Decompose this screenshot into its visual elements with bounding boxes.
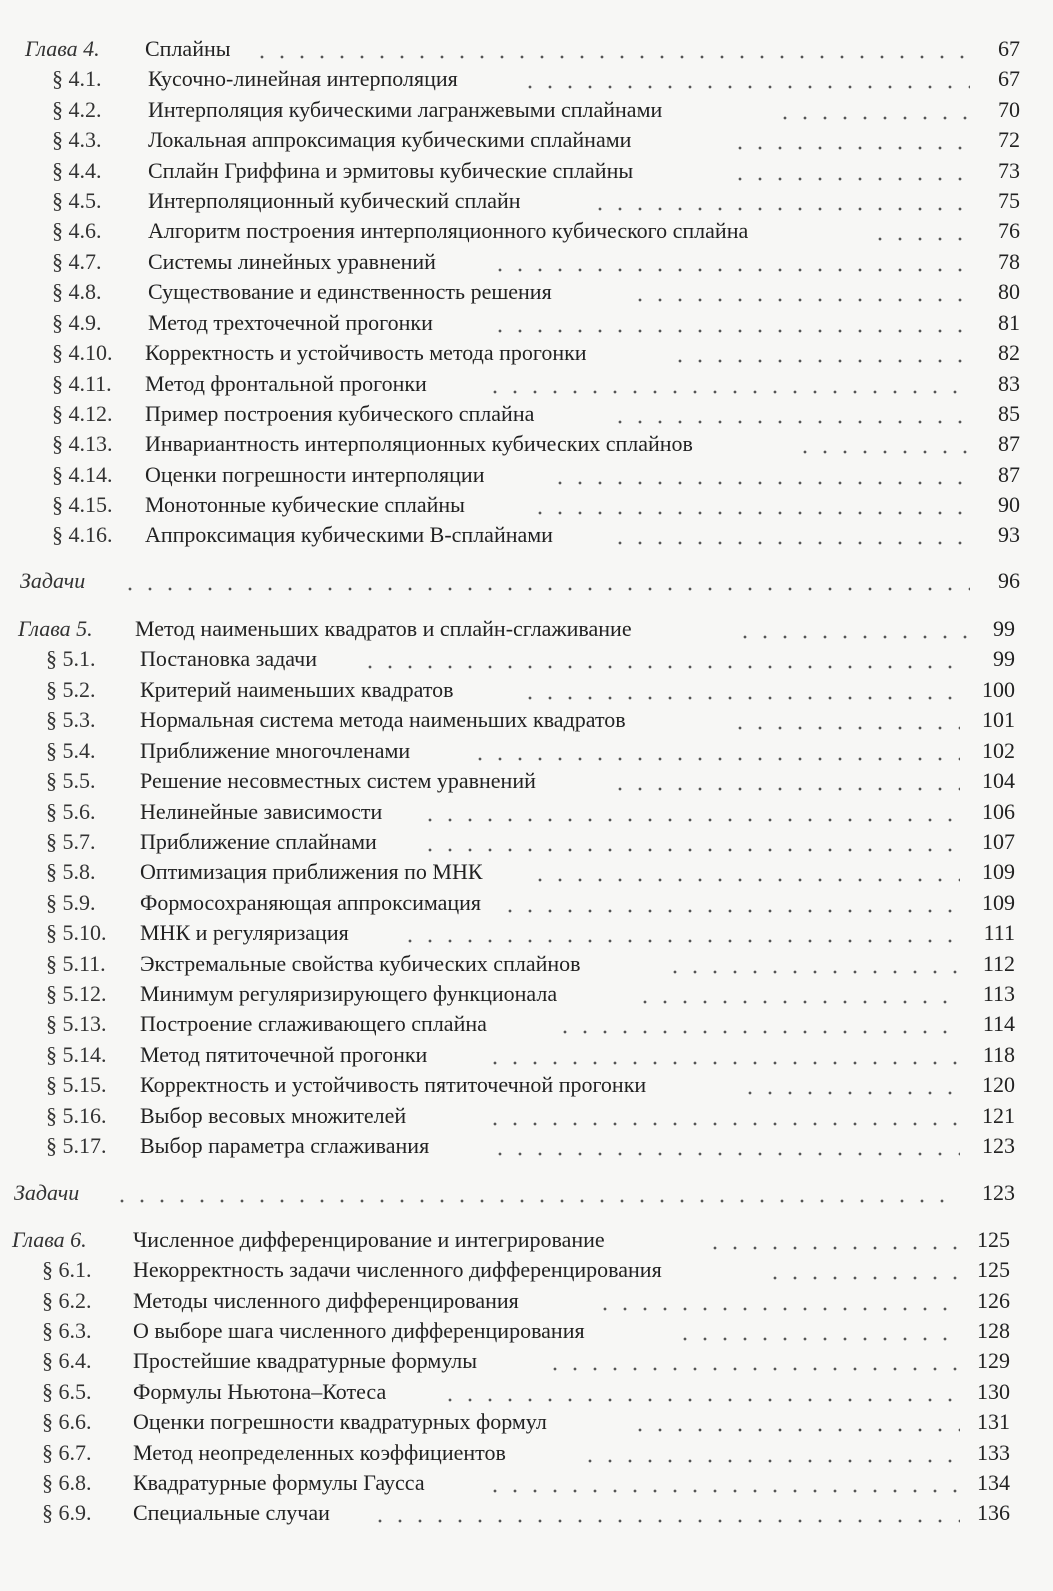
section-title: Корректность и устойчивость метода прогонки [145, 340, 587, 365]
section-number: § 5.15. [46, 1072, 107, 1097]
page-number: 111 [983, 920, 1015, 945]
dot-leader [500, 888, 960, 918]
dot-leader [485, 1101, 960, 1131]
section-title: Оценки погрешности квадратурных формул [133, 1409, 547, 1434]
toc-entry [0, 520, 1053, 550]
page-number: 100 [982, 677, 1015, 702]
section-number: § 5.14. [46, 1042, 107, 1067]
section-title: Простейшие квадратурные формулы [133, 1348, 478, 1373]
section-title: Формосохраняющая аппроксимация [140, 890, 482, 915]
page-number: 133 [977, 1440, 1010, 1465]
section-title: МНК и регуляризация [140, 920, 349, 945]
page-number: 131 [977, 1409, 1010, 1434]
dot-leader [580, 1438, 960, 1468]
section-number: § 6.3. [42, 1318, 92, 1343]
toc-entry [0, 979, 1053, 1009]
section-number: § 4.5. [52, 188, 102, 213]
chapter-title: Метод наименьших квадратов и сплайн-сглаживание [135, 616, 632, 641]
dot-leader [490, 1131, 960, 1161]
page-number: 101 [982, 707, 1015, 732]
dot-leader [470, 736, 960, 766]
page-number: 83 [998, 371, 1020, 396]
dot-leader [610, 520, 970, 550]
toc-entry [0, 399, 1053, 429]
toc-entry [0, 1407, 1053, 1437]
section-number: § 6.6. [42, 1409, 92, 1434]
section-number: § 4.9. [52, 310, 102, 335]
toc-entry [0, 675, 1053, 705]
toc-entry [0, 1070, 1053, 1100]
section-title: Решение несовместных систем уравнений [140, 768, 536, 793]
page-number: 121 [982, 1103, 1015, 1128]
toc-entry [0, 797, 1053, 827]
section-title: Выбор параметра сглаживания [140, 1133, 430, 1158]
page-number: 99 [993, 616, 1015, 641]
page-number: 114 [982, 1011, 1015, 1036]
page-number: 96 [998, 568, 1020, 593]
dot-leader [370, 1498, 960, 1528]
toc-entry [0, 125, 1053, 155]
toc-entry [0, 1316, 1053, 1346]
chapter-label: Глава 4. [25, 36, 100, 61]
section-number: § 5.17. [46, 1133, 107, 1158]
section-title: О выборе шага численного дифференцирования [133, 1318, 585, 1343]
page-number: 87 [998, 431, 1020, 456]
page-number: 67 [998, 36, 1020, 61]
section-number: § 4.6. [52, 218, 102, 243]
section-title: Сплайн Гриффина и эрмитовы кубические сплайны [148, 158, 634, 183]
section-title: Оценки погрешности интерполяции [145, 462, 485, 487]
section-title: Оптимизация приближения по МНК [140, 859, 483, 884]
chapter-5-heading [0, 614, 1053, 644]
toc-entry [0, 460, 1053, 490]
page-number: 78 [998, 249, 1020, 274]
page-number: 104 [982, 768, 1015, 793]
toc-entry [0, 338, 1053, 368]
chapter-4-heading [0, 34, 1053, 64]
dot-leader [530, 490, 970, 520]
dot-leader [420, 797, 960, 827]
section-number: § 4.16. [52, 522, 113, 547]
page-number: 70 [998, 97, 1020, 122]
toc-entry [0, 64, 1053, 94]
dot-leader [795, 429, 970, 459]
dot-leader [705, 1225, 960, 1255]
section-title: Аппроксимация кубическими B-сплайнами [145, 522, 553, 547]
section-title: Формулы Ньютона–Котеса [133, 1379, 387, 1404]
dot-leader [610, 399, 970, 429]
dot-leader [675, 1316, 960, 1346]
dot-leader [595, 1286, 960, 1316]
section-title: Интерполяционный кубический сплайн [148, 188, 521, 213]
toc-entry [0, 186, 1053, 216]
dot-leader [440, 1377, 960, 1407]
tasks-entry [0, 1178, 1053, 1208]
chapter-title: Сплайны [145, 36, 231, 61]
dot-leader [252, 34, 970, 64]
section-number: § 5.16. [46, 1103, 107, 1128]
section-number: § 5.10. [46, 920, 107, 945]
dot-leader [545, 1346, 960, 1376]
tasks-entry [0, 566, 1053, 596]
section-title: Квадратурные формулы Гаусса [133, 1470, 425, 1495]
section-number: § 4.15. [52, 492, 113, 517]
toc-entry [0, 736, 1053, 766]
dot-leader [765, 1255, 960, 1285]
page-number: 75 [998, 188, 1020, 213]
section-number: § 5.8. [46, 859, 96, 884]
toc-entry [0, 1286, 1053, 1316]
dot-leader [490, 247, 970, 277]
toc-entry [0, 156, 1053, 186]
chapter-label: Глава 5. [18, 616, 93, 641]
page-number: 123 [982, 1180, 1015, 1205]
section-title: Построение сглаживающего сплайна [140, 1011, 487, 1036]
toc-entry [0, 857, 1053, 887]
page-number: 112 [982, 951, 1015, 976]
section-number: § 5.13. [46, 1011, 107, 1036]
section-title: Инвариантность интерполяционных кубических сплайнов [145, 431, 693, 456]
dot-leader [630, 277, 970, 307]
section-number: § 5.9. [46, 890, 96, 915]
dot-leader [530, 857, 960, 887]
page-number: 82 [998, 340, 1020, 365]
page-number: 87 [998, 462, 1020, 487]
page-number: 109 [982, 890, 1015, 915]
page-number: 113 [982, 981, 1015, 1006]
dot-leader [670, 338, 970, 368]
page-number: 93 [998, 522, 1020, 547]
section-title: Метод фронтальной прогонки [145, 371, 427, 396]
section-number: § 4.14. [52, 462, 113, 487]
page-number: 136 [977, 1500, 1010, 1525]
page-number: 102 [982, 738, 1015, 763]
section-title: Метод пятиточечной прогонки [140, 1042, 428, 1067]
section-number: § 5.6. [46, 799, 96, 824]
section-number: § 4.3. [52, 127, 102, 152]
section-title: Нормальная система метода наименьших квадратов [140, 707, 626, 732]
page-number: 99 [993, 646, 1015, 671]
section-number: § 4.11. [52, 371, 112, 396]
toc-entry [0, 1101, 1053, 1131]
section-number: § 5.3. [46, 707, 96, 732]
toc-entry [0, 1377, 1053, 1407]
toc-entry [0, 429, 1053, 459]
toc-entry [0, 1438, 1053, 1468]
section-title: Существование и единственность решения [148, 279, 552, 304]
dot-leader [400, 918, 960, 948]
page-number: 129 [977, 1348, 1010, 1373]
dot-leader [485, 1040, 960, 1070]
dot-leader [550, 460, 970, 490]
page-number: 107 [982, 829, 1015, 854]
section-number: § 6.4. [42, 1348, 92, 1373]
dot-leader [485, 369, 970, 399]
section-title: Пример построения кубического сплайна [145, 401, 535, 426]
dot-leader [635, 979, 960, 1009]
page-number: 73 [998, 158, 1020, 183]
page-number: 109 [982, 859, 1015, 884]
section-number: § 5.11. [46, 951, 106, 976]
section-number: § 6.5. [42, 1379, 92, 1404]
section-title: Критерий наименьших квадратов [140, 677, 454, 702]
section-title: Системы линейных уравнений [148, 249, 436, 274]
dot-leader [735, 614, 970, 644]
section-number: § 6.1. [42, 1257, 92, 1282]
chapter-title: Численное дифференцирование и интегрирование [133, 1227, 605, 1252]
page-number: 126 [977, 1288, 1010, 1313]
chapter-6-heading [0, 1225, 1053, 1255]
section-number: § 4.8. [52, 279, 102, 304]
dot-leader [730, 156, 970, 186]
section-title: Нелинейные зависимости [140, 799, 383, 824]
dot-leader [520, 64, 970, 94]
section-number: § 4.13. [52, 431, 113, 456]
toc-entry [0, 490, 1053, 520]
section-number: § 6.9. [42, 1500, 92, 1525]
section-title: Постановка задачи [140, 646, 317, 671]
dot-leader [360, 644, 965, 674]
dot-leader [120, 566, 970, 596]
section-title: Специальные случаи [133, 1500, 330, 1525]
toc-entry [0, 1346, 1053, 1376]
section-number: § 5.5. [46, 768, 96, 793]
dot-leader [610, 766, 960, 796]
toc-entry [0, 888, 1053, 918]
toc-entry [0, 277, 1053, 307]
toc-entry [0, 247, 1053, 277]
page-number: 67 [998, 66, 1020, 91]
section-number: § 6.8. [42, 1470, 92, 1495]
section-title: Корректность и устойчивость пятиточечной прогонки [140, 1072, 647, 1097]
section-number: § 6.7. [42, 1440, 92, 1465]
toc-entry [0, 766, 1053, 796]
toc-entry [0, 308, 1053, 338]
dot-leader [112, 1178, 960, 1208]
dot-leader [590, 186, 970, 216]
section-number: § 5.7. [46, 829, 96, 854]
section-title: Метод неопределенных коэффициентов [133, 1440, 506, 1465]
section-title: Выбор весовых множителей [140, 1103, 407, 1128]
dot-leader [740, 1070, 960, 1100]
toc-entry [0, 705, 1053, 735]
section-title: Интерполяция кубическими лагранжевыми сплайнами [148, 97, 663, 122]
toc-entry [0, 95, 1053, 125]
page-number: 130 [977, 1379, 1010, 1404]
section-title: Метод трехточечной прогонки [148, 310, 433, 335]
page-number: 128 [977, 1318, 1010, 1343]
toc-entry [0, 1255, 1053, 1285]
page-number: 118 [982, 1042, 1015, 1067]
toc-entry [0, 1498, 1053, 1528]
section-title: Монотонные кубические сплайны [145, 492, 465, 517]
tasks-label: Задачи [14, 1180, 80, 1205]
toc-entry [0, 827, 1053, 857]
dot-leader [420, 827, 960, 857]
toc-entry [0, 1040, 1053, 1070]
toc-entry [0, 1468, 1053, 1498]
dot-leader [630, 1407, 960, 1437]
section-number: § 4.12. [52, 401, 113, 426]
section-number: § 5.2. [46, 677, 96, 702]
section-number: § 4.10. [52, 340, 113, 365]
page-number: 72 [998, 127, 1020, 152]
page-number: 90 [998, 492, 1020, 517]
page-number: 76 [998, 218, 1020, 243]
dot-leader [730, 705, 960, 735]
section-title: Некорректность задачи численного дифференцирования [133, 1257, 662, 1282]
section-number: § 4.1. [52, 66, 102, 91]
section-number: § 4.2. [52, 97, 102, 122]
section-number: § 4.7. [52, 249, 102, 274]
toc-entry [0, 216, 1053, 246]
toc-entry [0, 1131, 1053, 1161]
dot-leader [555, 1009, 960, 1039]
section-title: Алгоритм построения интерполяционного кубического сплайна [148, 218, 749, 243]
section-number: § 4.4. [52, 158, 102, 183]
section-number: § 6.2. [42, 1288, 92, 1313]
dot-leader [665, 949, 960, 979]
page-number: 120 [982, 1072, 1015, 1097]
page-number: 125 [977, 1227, 1010, 1252]
dot-leader [870, 216, 970, 246]
toc-entry [0, 949, 1053, 979]
section-number: § 5.12. [46, 981, 107, 1006]
dot-leader [490, 308, 970, 338]
dot-leader [485, 1468, 960, 1498]
toc-entry [0, 369, 1053, 399]
page-number: 81 [998, 310, 1020, 335]
dot-leader [730, 125, 970, 155]
toc-entry [0, 644, 1053, 674]
toc-entry [0, 1009, 1053, 1039]
section-title: Минимум регуляризирующего функционала [140, 981, 558, 1006]
section-title: Методы численного дифференцирования [133, 1288, 519, 1313]
section-title: Приближение многочленами [140, 738, 411, 763]
chapter-label: Глава 6. [12, 1227, 87, 1252]
page-number: 85 [998, 401, 1020, 426]
section-title: Локальная аппроксимация кубическими сплайнами [148, 127, 632, 152]
section-title: Приближение сплайнами [140, 829, 377, 854]
page-number: 123 [982, 1133, 1015, 1158]
page-number: 125 [977, 1257, 1010, 1282]
toc-entry [0, 918, 1053, 948]
section-number: § 5.4. [46, 738, 96, 763]
dot-leader [520, 675, 960, 705]
section-title: Экстремальные свойства кубических сплайнов [140, 951, 581, 976]
section-title: Кусочно-линейная интерполяция [148, 66, 458, 91]
dot-leader [775, 95, 970, 125]
page-number: 80 [998, 279, 1020, 304]
page-number: 106 [982, 799, 1015, 824]
tasks-label: Задачи [20, 568, 86, 593]
section-number: § 5.1. [46, 646, 96, 671]
page-number: 134 [977, 1470, 1010, 1495]
